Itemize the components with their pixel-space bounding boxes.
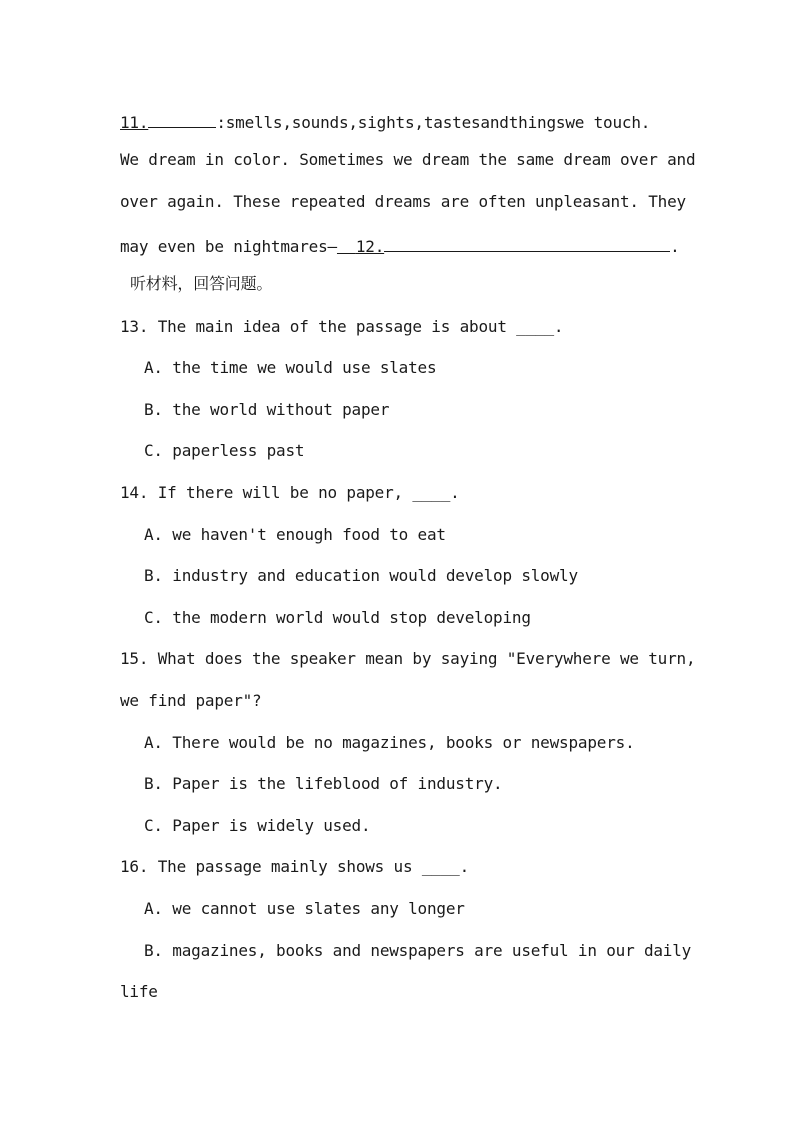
question-16-option-b-cont: life [120, 982, 158, 1001]
question-16-stem: 16. The passage mainly shows us ____. [120, 857, 470, 876]
question-14-option-a: A. we haven't enough food to eat [144, 525, 446, 544]
question-16-option-a: A. we cannot use slates any longer [144, 899, 465, 918]
question-13-option-a: A. the time we would use slates [144, 358, 437, 377]
question-15-stem: 15. What does the speaker mean by saying "Everywhere we turn, [120, 649, 696, 668]
passage-line-3: over again. These repeated dreams are often unpleasant. They [120, 192, 686, 211]
question-14-stem: 14. If there will be no paper, ____. [120, 483, 460, 502]
listening-instruction: 听材料，回答问题。 [130, 274, 273, 293]
question-16-option-b: B. magazines, books and newspapers are useful in our daily [144, 941, 692, 960]
question-13-option-b: B. the world without paper [144, 400, 390, 419]
passage-line-4: may even be nightmares— 12. . [120, 233, 680, 257]
passage-line-1 [120, 109, 680, 133]
question-13-option-c: C. paperless past [144, 441, 305, 460]
passage-line-4-text: may even be nightmares— [120, 237, 337, 256]
question-14-option-c: C. the modern world would stop developing [144, 608, 531, 627]
passage-line-2: We dream in color. Sometimes we dream the same dream over and [120, 150, 696, 169]
question-15-option-b: B. Paper is the lifeblood of industry. [144, 774, 503, 793]
passage-line-1-text: :smells,sounds,sights,tastesandthingswe touch. [216, 113, 651, 132]
blank-11: 11. [120, 113, 216, 132]
blank-12: 12. [337, 237, 670, 256]
question-15-option-a: A. There would be no magazines, books or newspapers. [144, 733, 635, 752]
question-13-stem: 13. The main idea of the passage is about ____. [120, 317, 564, 336]
question-15-stem-cont: we find paper"? [120, 691, 262, 710]
question-15-option-c: C. Paper is widely used. [144, 816, 371, 835]
question-14-option-b: B. industry and education would develop slowly [144, 566, 578, 585]
